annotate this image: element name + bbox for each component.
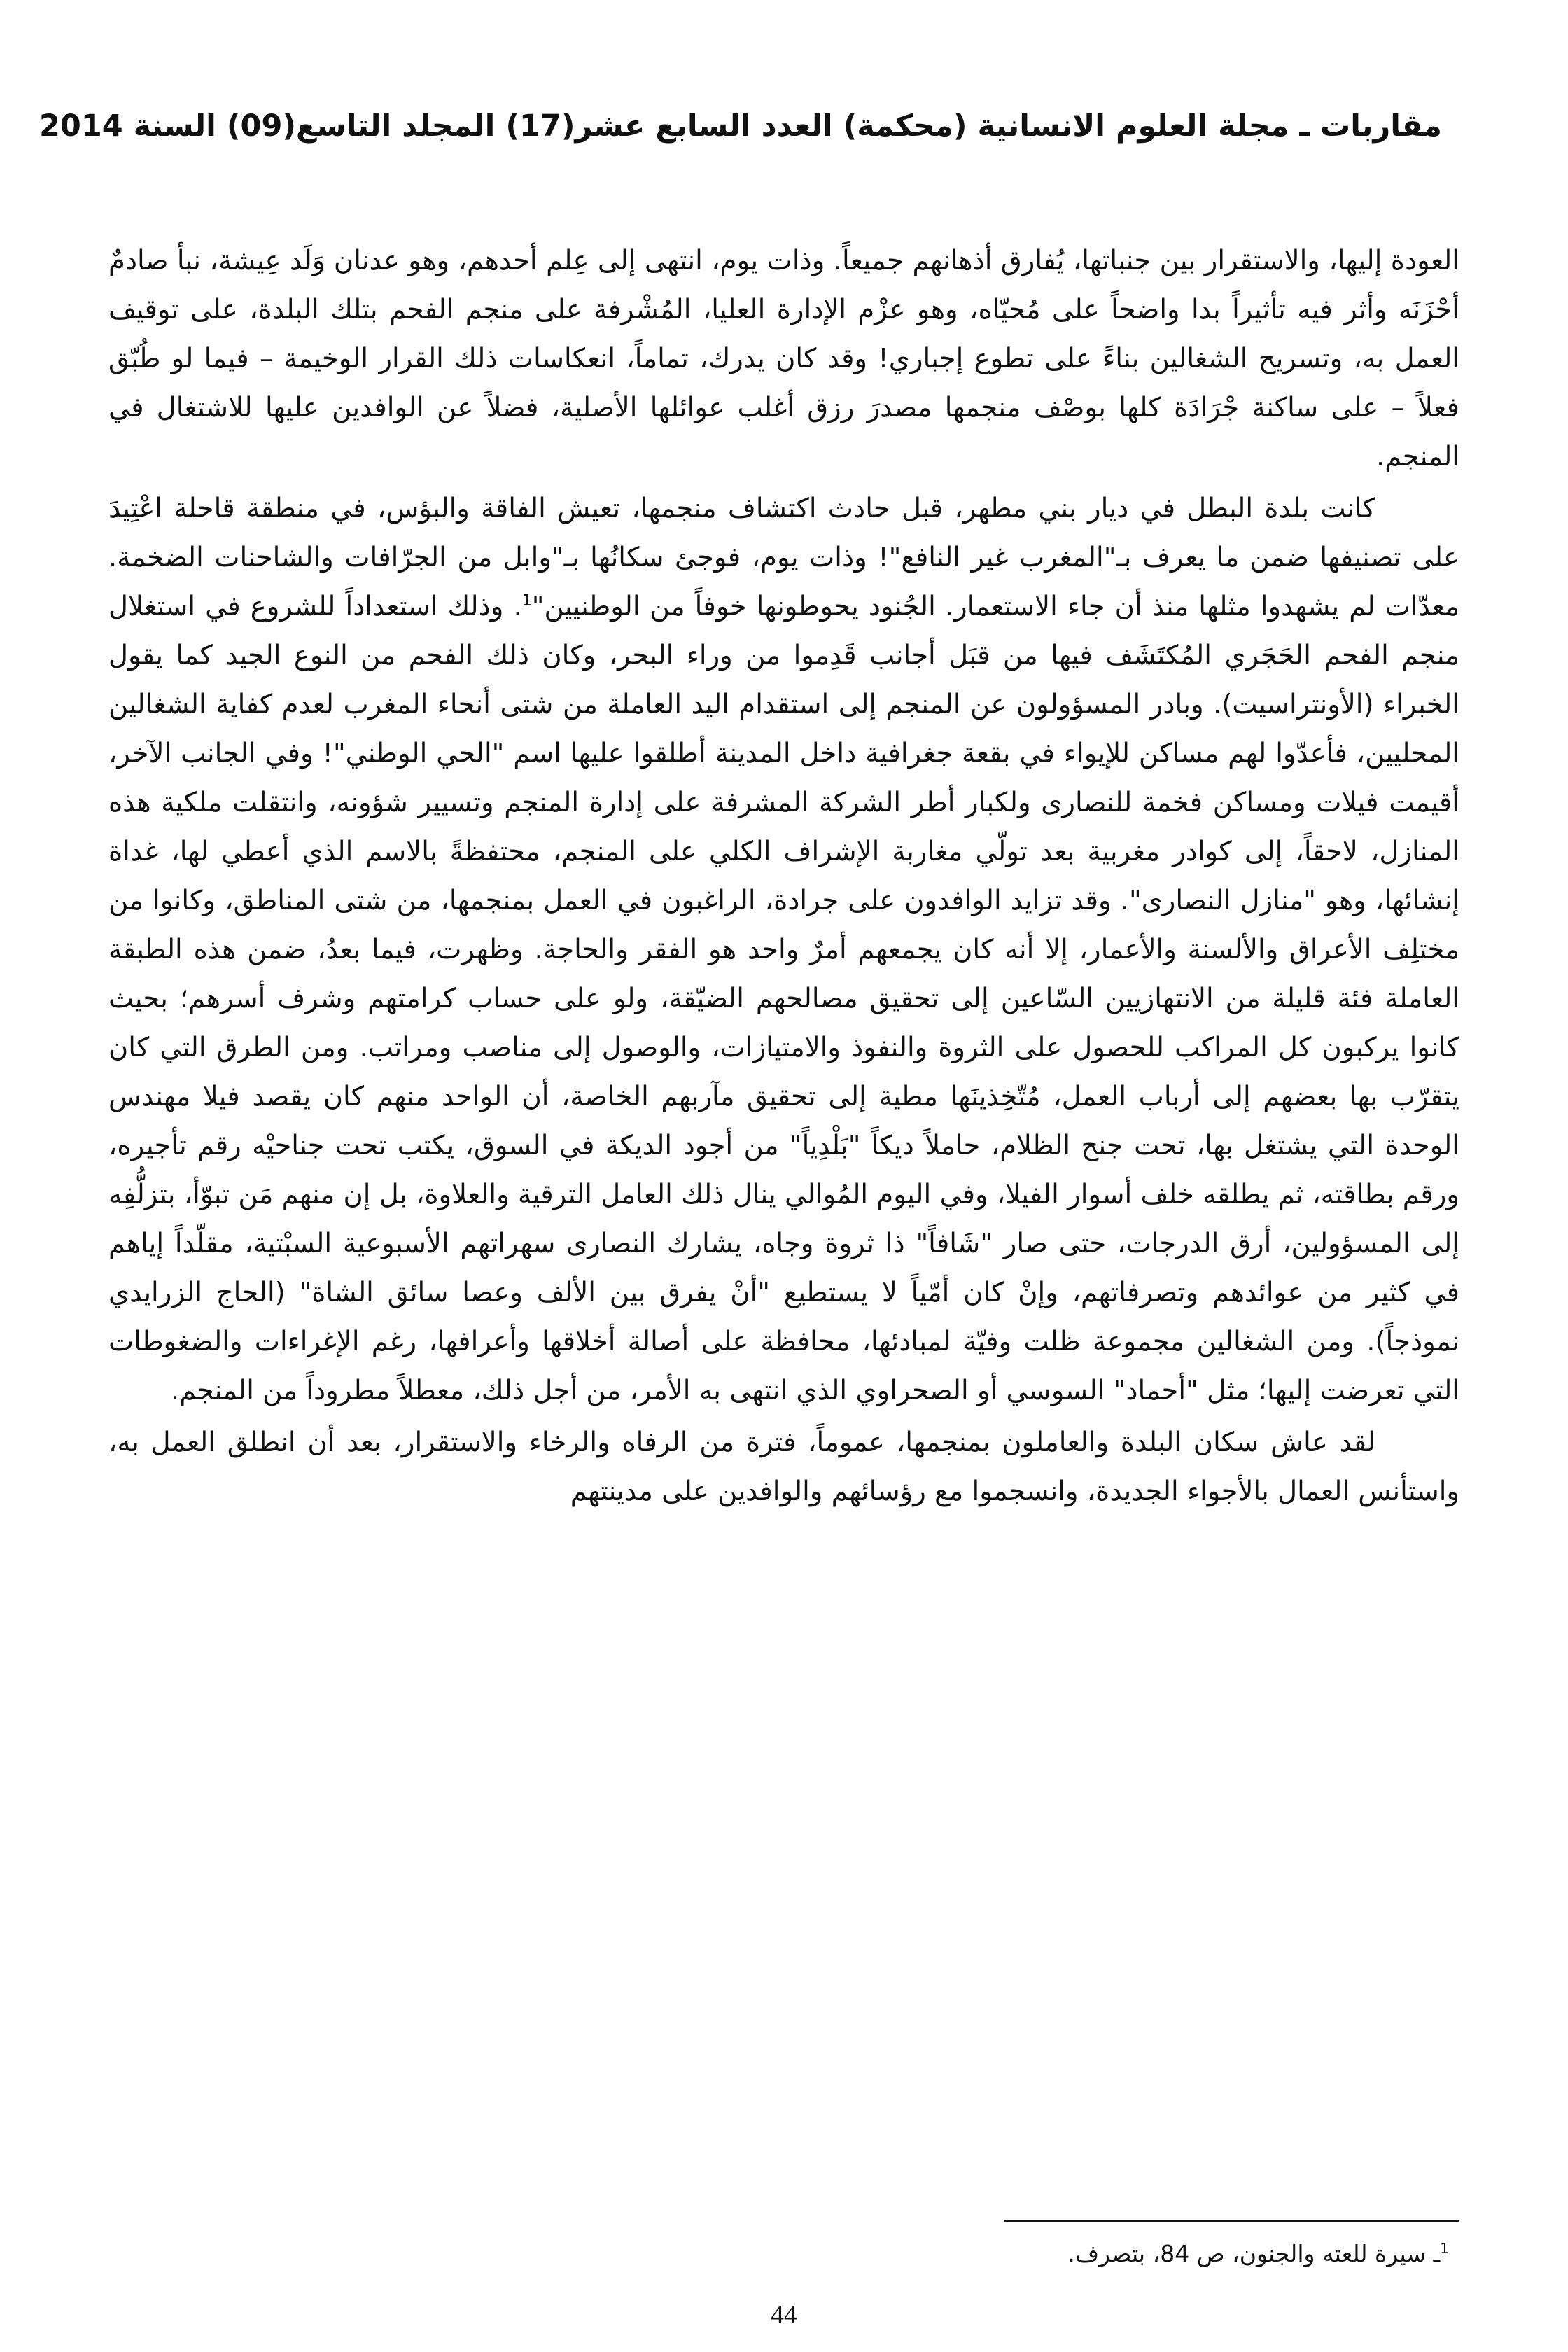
footnote-reference: 1 [522, 592, 532, 610]
paragraph-town-history [108, 484, 1460, 1415]
paragraph-continuation: العودة إليها، والاستقرار بين جنباتها، يُفارق أذهانهم جميعاً. وذات يوم، انتهى إلى عِلم أحدهم، وهو عدنان وَلَد عِيشة، نبأ صادمٌ أحْزَنَه وأثر فيه تأثيراً بدا واضحاً على مُحيّاه، وهو عزْم الإدارة العليا، المُشْرفة على منجم الفحم بتلك البلدة، على توقيف العمل به، وتسريح الشغالين بناءً على تطوع إجباري! وقد كان يدرك، تماماً، انعكاسات ذلك القرار الوخيمة – فيما لو طُبّق فعلاً – على ساكنة جْرَادَة كلها بوصْف منجمها مصدرَ رزق أغلب عوائلها الأصلية، فضلاً عن الوافدين عليها للاشتغال في المنجم. [108, 245, 1460, 472]
page-number: 44 [771, 2300, 797, 2330]
running-header: مقاربات ـ مجلة العلوم الانسانية (محكمة) العدد السابع عشر(17) المجلد التاسع(09) السنة 2014 [38, 108, 1442, 144]
paragraph-prosperity: لقد عاش سكان البلدة والعاملون بمنجمها، عموماً، فترة من الرفاه والرخاء والاستقرار، بعد أن انطلق العمل به، واستأنس العمال بالأجواء الجديدة، وانسجموا مع رؤسائهم والوافدين على مدينتهم [108, 1427, 1460, 1507]
footnote-number: 1 [1440, 2240, 1449, 2257]
footnote-separator [1004, 2220, 1460, 2222]
paragraph-text-part-1: كانت بلدة البطل في ديار بني مطهر، قبل حادث اكتشاف منجمها، تعيش الفاقة والبؤس، في منطقة قاحلة اعْتِيدَ على تصنيفها ضمن ما يعرف بـ"المغرب غير النافع"! وذات يوم، فوجئ سكانُها بـ"وابل من الجرّافات والشاحنات الضخمة. معدّات لم يشهدوا مثلها منذ أن جاء الاستعمار. الجُنود يحوطونها خوفاً من الوطنيين" [108, 493, 1460, 622]
footnote-text: ـ سيرة للعته والجنون، ص 84، بتصرف. [1068, 2240, 1441, 2267]
body-text [108, 237, 1460, 1516]
footnote [108, 2234, 1449, 2274]
paragraph-text-part-2: . وذلك استعداداً للشروع في استغلال منجم الفحم الحَجَري المُكتَشَف فيها من قبَل أجانب قَدِموا من وراء البحر، وكان ذلك الفحم من النوع الجيد كما يقول الخبراء (الأونتراسيت). وبادر المسؤولون عن المنجم إلى استقدام اليد العاملة من شتى أنحاء المغرب لعدم كفاية الشغالين المحليين، فأعدّوا لهم مساكن للإيواء في بقعة جغرافية داخل المدينة أطلقوا عليها اسم "الحي الوطني"! وفي الجانب الآخر، أقيمت فيلات ومساكن فخمة للنصارى ولكبار أطر الشركة المشرفة على إدارة المنجم وتسيير شؤونه، وانتقلت ملكية هذه المنازل، لاحقاً، إلى كوادر مغربية بعد تولّي مغاربة الإشراف الكلي على المنجم، محتفظةً بالاسم الذي أعطي لها، غداة إنشائها، وهو "منازل النصارى". وقد تزايد الوافدون على جرادة، الراغبون في العمل بمنجمها، من شتى المناطق، وكانوا من مختلِف الأعراق والألسنة والأعمار، إلا أنه كان يجمعهم أمرٌ واحد هو الفقر والحاجة. وظهرت، فيما بعدُ، ضمن هذه الطبقة العاملة فئة قليلة من الانتهازيين السّاعين إلى تحقيق مصالحهم الضيّقة، ولو على حساب كرامتهم وشرف أسرهم؛ بحيث كانوا يركبون كل المراكب للحصول على الثروة والنفوذ والامتيازات، والوصول إلى مناصب ومراتب. ومن الطرق التي كان يتقرّب بها بعضهم إلى أرباب العمل، مُتّخِذينَها مطية إلى تحقيق مآربهم الخاصة، أن الواحد منهم كان يقصد فيلا مهندس الوحدة التي يشتغل بها، تحت جنح الظلام، حاملاً ديكاً "بَلْدِياً" من أجود الديكة في السوق، يكتب تحت جناحيْه رقم تأجيره، ورقم بطاقته، ثم يطلقه خلف أسوار الفيلا، وفي اليوم المُوالي ينال ذلك العامل الترقية والعلاوة، بل إن منهم مَن تبوّأ، بتزلُّفِه إلى المسؤولين، أرق الدرجات، حتى صار "شَافاً" ذا ثروة وجاه، يشارك النصارى سهراتهم الأسبوعية السبْتية، مقلّداً إياهم في كثير من عوائدهم وتصرفاتهم، وإنْ كان أمّياً لا يستطيع "أنْ يفرق بين الألف وعصا سائق الشاة" (الحاج الزرايدي نموذجاً). ومن الشغالين مجموعة ظلت وفيّة لمبادئها، محافظة على أصالة أخلاقها وأعرافها، رغم الإغراءات والضغوطات التي تعرضت إليها؛ مثل "أحماد" السوسي أو الصحراوي الذي انتهى به الأمر، من أجل ذلك، معطلاً مطروداً من المنجم. [108, 591, 1460, 1406]
